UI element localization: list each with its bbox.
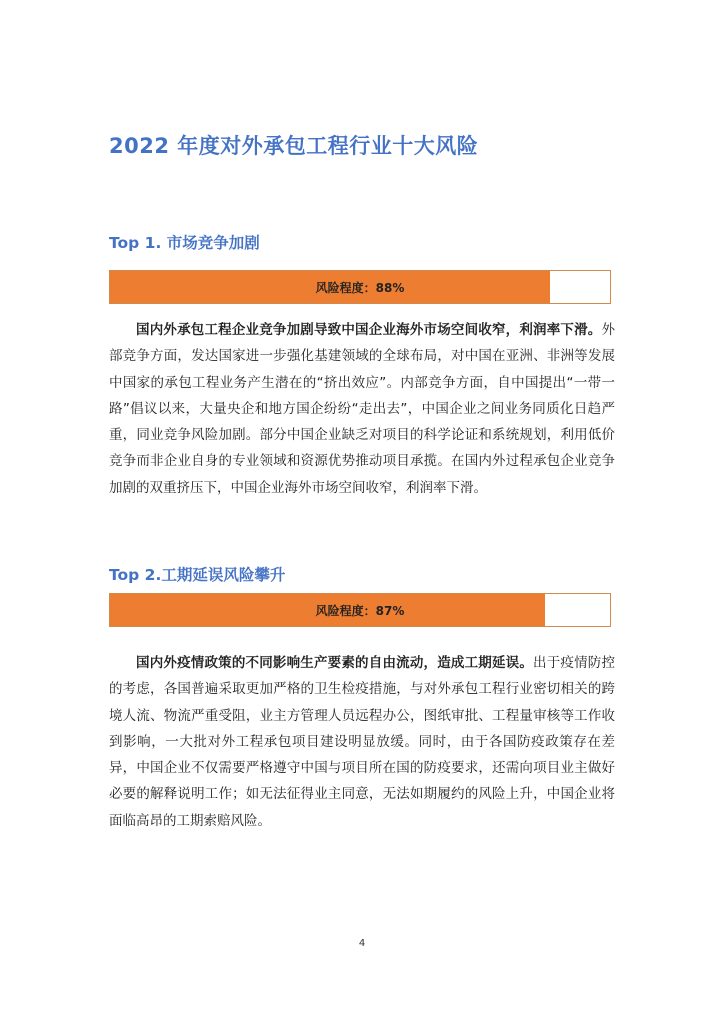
risk-description-top2: [109, 650, 615, 834]
risk-level-label: 风险程度：88%: [315, 280, 405, 295]
risk-detail-text: 外部竞争方面，发达国家进一步强化基建领域的全球布局，对中国在亚洲、非洲等发展中国家的承包工程业务产生潜在的“挤出效应”。内部竞争方面，自中国提出“一带一路”倡议以来，大量央企和地方国企纷纷“走出去”，中国企业之间业务同质化日趋严重，同业竞争风险加剧。部分中国企业缺乏对项目的科学论证和系统规划，利用低价竞争而非企业自身的专业领域和资源优势推动项目承揽。在国内外过程承包企业竞争加剧的双重挤压下，中国企业海外市场空间收窄，利润率下滑。: [109, 322, 615, 496]
risk-detail-text: 出于疫情防控的考虑，各国普遍采取更加严格的卫生检疫措施，与对外承包工程行业密切相关的跨境人流、物流严重受阻，业主方管理人员远程办公，图纸审批、工程量审核等工作收到影响，一大批对外工程承包项目建设明显放缓。同时，由于各国防疫政策存在差异，中国企业不仅需要严格遵守中国与项目所在国的防疫要求，还需向项目业主做好必要的解释说明工作；如无法征得业主同意，无法如期履约的风险上升，中国企业将面临高昂的工期索赔风险。: [109, 655, 616, 829]
section-heading-top2: Top 2.工期延误风险攀升: [109, 566, 286, 584]
risk-level-bar-top1: [109, 270, 611, 304]
risk-level-bar-top2: [109, 593, 611, 627]
section-heading-top1: Top 1. 市场竞争加剧: [109, 234, 260, 252]
risk-summary-bold: 国内外疫情政策的不同影响生产要素的自由流动，造成工期延误。: [136, 655, 534, 671]
risk-description-top1: [109, 317, 615, 501]
risk-level-label: 风险程度：87%: [315, 603, 405, 618]
page-title: 2022 年度对外承包工程行业十大风险: [109, 134, 479, 158]
page-number: 4: [358, 938, 366, 949]
risk-summary-bold: 国内外承包工程企业竞争加剧导致中国企业海外市场空间收窄，利润率下滑。: [136, 322, 602, 338]
